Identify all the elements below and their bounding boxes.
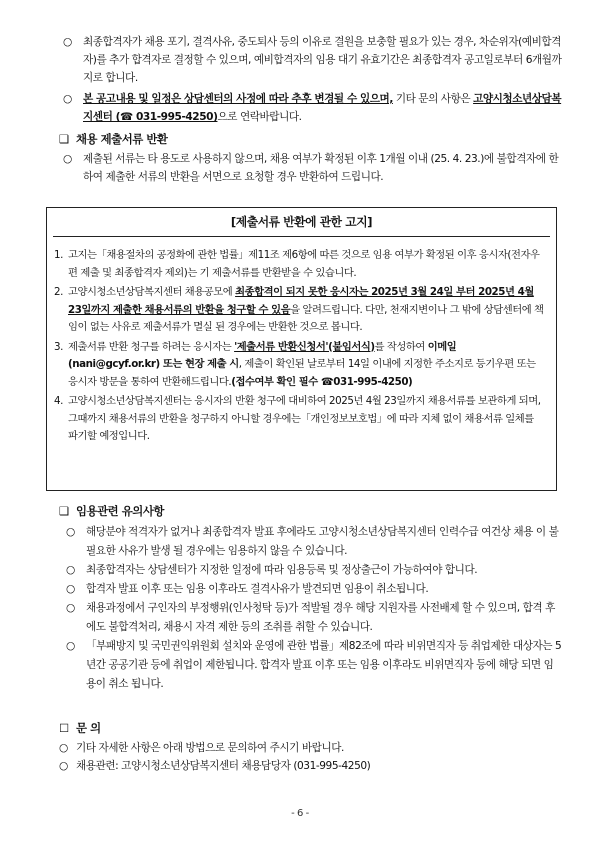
- circle-bullet-icon: ○: [63, 153, 72, 165]
- notice-item-text: 고지는「채용절차의 공정화에 관한 법률」제11조 제6항에 따른 것으로 임용 여부가 확정된 이후 응시자(전자우편 제출 및 최종합격자 제외)는 기 제출서류를 반환받을 수 있습니다.: [68, 249, 540, 279]
- list-item: [0, 523, 600, 561]
- notice-item-text: 고양시청소년상담복지센터는 응시자의 반환 청구에 대비하여 2025년 4월 23일까지 채용서류를 보관하게 되며, 그때까지 채용서류의 반환을 청구하지 아니할 경우에는「개인정보보호법」에 따라 지체 없이 채용서류 일체를 파기할 예정입니다.: [68, 395, 541, 442]
- item-text: 기타 자세한 사항은 아래 방법으로 문의하여 주시기 바랍니다.: [76, 742, 344, 754]
- square-bullet-icon: ❑: [59, 132, 69, 146]
- notice-item-text-mid: 를 작성하여: [374, 340, 428, 353]
- item-text: 제출된 서류는 타 용도로 사용하지 않으며, 채용 여부가 확정된 이후 1개월 이내 (25. 4. 23.)에 불합격자에 한하여 제출한 서류의 반환을 서면으로 요청할 경우 반환하여 드립니다.: [83, 153, 559, 183]
- square-bullet-icon: ☐: [59, 721, 69, 735]
- item-text: 합격자 발표 이후 또는 임용 이후라도 결격사유가 발견되면 임용이 취소됩니다.: [86, 583, 429, 595]
- list-item: [0, 580, 600, 599]
- item-text-end: 으로 연락바랍니다.: [217, 111, 302, 123]
- notice-item-emphasis: 최종합격이 되지 못한 응시자는 2025년 3월 24일 부터 2025년 4월 23일까지 제출한 채용서류의 반환을 청구할 수 있음: [68, 286, 534, 316]
- circle-bullet-icon: ○: [59, 742, 68, 754]
- top-items: [0, 33, 600, 126]
- list-item: [0, 33, 600, 87]
- circle-bullet-icon: ○: [63, 93, 72, 105]
- contact-text: 고양시청소년상담복지센터 (☎ 031-995-4250): [83, 93, 562, 123]
- notice-title: [제출서류 반환에 관한 고지]: [230, 215, 373, 229]
- item-text: 기타 문의 사항은: [392, 93, 474, 105]
- section-heading: [0, 718, 600, 738]
- list-item: [0, 90, 600, 126]
- circle-bullet-icon: ○: [63, 36, 72, 48]
- item-text: 최종합격자가 채용 포기, 결격사유, 중도퇴사 등의 이유로 결원을 보충할 필요가 있는 경우, 차순위자(예비합격자)를 추가 합격자로 결정할 수 있으며, 예비합격자의 임용 대기 유효기간은 최종합격자 공고일로부터 6개월까지로 합니다.: [83, 36, 562, 84]
- circle-bullet-icon: ○: [66, 583, 75, 595]
- circle-bullet-icon: ○: [59, 760, 68, 772]
- notice-box: [46, 207, 557, 491]
- return-section: [0, 129, 600, 186]
- list-item: [0, 561, 600, 580]
- email-submission: 이메일(nani@gcyf.or.kr) 또는 현장 제출 시: [68, 340, 457, 370]
- item-bold-text: 본 공고내용 및 일정은 상담센터의 사정에 따라 추후 변경될 수 있으며,: [83, 93, 393, 105]
- section-title: 채용 제출서류 반환: [76, 132, 168, 146]
- item-text: 해당분야 적격자가 없거나 최종합격자 발표 후에라도 고양시청소년상담복지센터 인력수급 여건상 채용 이 불필요한 사유가 발생 될 경우에는 임용하지 않을 수 있습니다.: [86, 526, 559, 557]
- notice-item-text: 고양시청소년상담복지센터 채용공모에: [68, 286, 236, 298]
- circle-bullet-icon: ○: [66, 526, 75, 538]
- circle-bullet-icon: ○: [66, 640, 75, 652]
- notice-item-number: 1.: [54, 249, 63, 261]
- form-name: '제출서류 반환신청서'(붙임서식): [234, 340, 375, 353]
- notice-divider: [53, 236, 550, 237]
- notice-item: [47, 247, 556, 282]
- inquiry-section: [0, 718, 600, 775]
- list-item: [0, 150, 600, 186]
- item-text: 채용관련: 고양시청소년상담복지센터 채용담당자 (031-995-4250): [76, 760, 371, 772]
- item-text: 최종합격자는 상담센터가 지정한 일정에 따라 임용등록 및 정상출근이 가능하여야 합니다.: [86, 564, 478, 576]
- notice-item-text: 제출서류 반환 청구를 하려는 응시자는: [68, 340, 235, 353]
- square-bullet-icon: ❑: [59, 504, 69, 518]
- notice-item: [47, 339, 556, 392]
- notice-item-number: 2.: [54, 286, 63, 298]
- circle-bullet-icon: ○: [66, 564, 75, 576]
- notice-item: [47, 284, 556, 337]
- list-item: [0, 637, 600, 694]
- section-title: 임용관련 유의사항: [76, 504, 164, 518]
- notice-item-number: 4.: [54, 395, 63, 407]
- circle-bullet-icon: ○: [66, 602, 75, 614]
- list-item: [0, 739, 600, 757]
- section-heading: [0, 501, 600, 521]
- notice-item-text-end: 을 알려드립니다. 다만, 천재지변이나 그 밖에 상담센터에 책임이 없는 사유로 제출서류가 멸실 된 경우에는 반환한 것으로 봅니다.: [68, 303, 544, 333]
- notes-section: [0, 501, 600, 694]
- notice-item-number: 3.: [54, 340, 63, 353]
- notice-item-text-mid2: , 제출이 확인된 날로부터 14일 이내에 지정한 주소지로 등기우편 또는 응시자 방문을 통하여 반환해드립니다.: [68, 358, 536, 388]
- notice-item: [47, 393, 556, 446]
- section-heading: [0, 129, 600, 149]
- list-item: [0, 757, 600, 775]
- list-item: [0, 599, 600, 637]
- section-title: 문 의: [76, 721, 101, 735]
- phone-confirm: (접수여부 확인 필수 ☎031-995-4250): [231, 375, 413, 388]
- page-number: - 6 -: [291, 808, 309, 819]
- item-text: 채용과정에서 구인자의 부정행위(인사청탁 등)가 적발될 경우 해당 지원자를 사전배제 할 수 있으며, 합격 후에도 불합격처리, 채용시 자격 제한 등의 조취를 취할 수 있습니다.: [86, 602, 555, 633]
- item-text: 「부패방지 및 국민권익위원회 설치와 운영에 관한 법률」제82조에 따라 비위면직자 등 취업제한 대상자는 5년간 공공기관 등에 취업이 제한됩니다. 합격자 발표 이후 또는 임용 이후라도 비위면직자 등에 해당 되면 임용이 취소 됩니다.: [86, 640, 562, 690]
